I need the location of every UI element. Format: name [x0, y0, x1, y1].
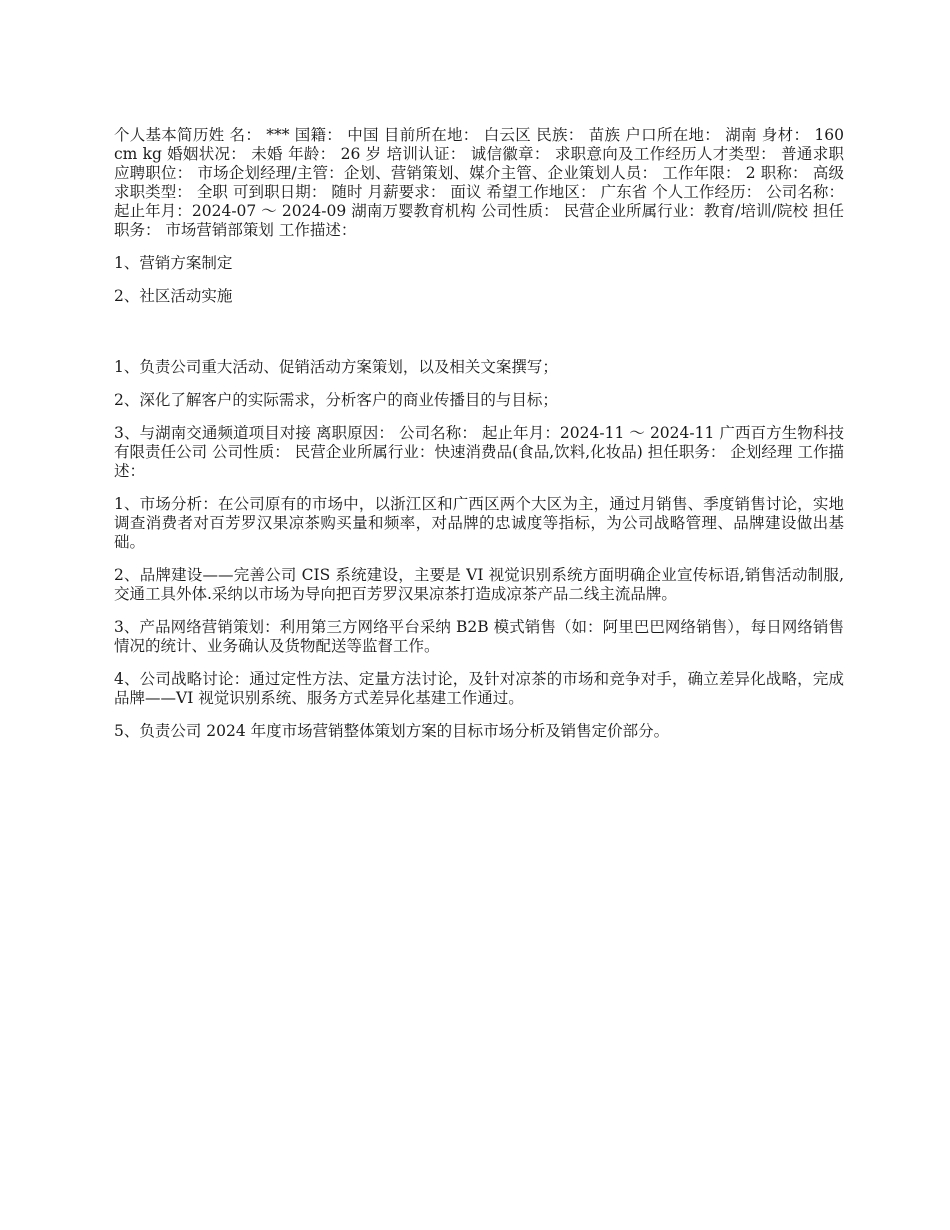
job1-desc-1: 1、负责公司重大活动、促销活动方案策划，以及相关文案撰写；	[114, 358, 558, 376]
job1-desc-2: 2、深化了解客户的实际需求，分析客户的商业传播目的与目标；	[114, 391, 558, 409]
job2-desc-5: 5、负责公司 2024 年度市场营销整体策划方案的目标市场分析及销售定价部分。	[114, 722, 670, 740]
job2-desc-4: 4、公司战略讨论：通过定性方法、定量方法讨论，及针对凉茶的市场和竞争对手，确立差异化战略，完成品牌——VI 视觉识别系统、服务方式差异化基建工作通过。	[114, 670, 844, 707]
job2-header: 3、与湖南交通频道项目对接 离职原因： 公司名称： 起止年月：2024-11 ～ 2024-11 广西百方生物科技有限责任公司 公司性质： 民营企业所属行业：快速消费品(食品,饮料,化妆品) 担任职务： 企划经理 工作描述：	[114, 424, 844, 480]
job2-desc-2: 2、品牌建设——完善公司 CIS 系统建设，主要是 VI 视觉识别系统方面明确企业宣传标语,销售活动制服,交通工具外体.采纳以市场为导向把百芳罗汉果凉茶打造成凉茶产品二线主流品牌。	[114, 566, 844, 603]
job2-desc-3: 3、产品网络营销策划：利用第三方网络平台采纳 B2B 模式销售（如：阿里巴巴网络销售），每日网络销售情况的统计、业务确认及货物配送等监督工作。	[114, 618, 844, 655]
document-body	[114, 126, 844, 755]
job1-duty-1: 1、营销方案制定	[114, 254, 233, 272]
job2-desc-1: 1、市场分析：在公司原有的市场中，以浙江区和广西区两个大区为主，通过月销售、季度销售讨论，实地调查消费者对百芳罗汉果凉茶购买量和频率，对品牌的忠诚度等指标，为公司战略管理、品牌建设做出基础。	[114, 495, 844, 551]
resume-basic-info: 个人基本简历姓 名： *** 国籍： 中国 目前所在地： 白云区 民族： 苗族 户口所在地： 湖南 身材： 160 cm kg 婚姻状况： 未婚 年龄： 26 岁 培训认证： 诚信徽章： 求职意向及工作经历人才类型： 普通求职 应聘职位： 市场企划经理/主管：企划、营销策划、媒介主管、企业策划人员： 工作年限： 2 职称： 高级 求职类型： 全职 可到职日期： 随时 月薪要求： 面议 希望工作地区： 广东省 个人工作经历： 公司名称： 起止年月：2024-07 ～ 2024-09 湖南万婴教育机构 公司性质： 民营企业所属行业：教育/培训/院校 担任职务： 市场营销部策划 工作描述：	[114, 126, 844, 239]
job1-duty-2: 2、社区活动实施	[114, 287, 233, 305]
blank-gap	[114, 320, 844, 358]
